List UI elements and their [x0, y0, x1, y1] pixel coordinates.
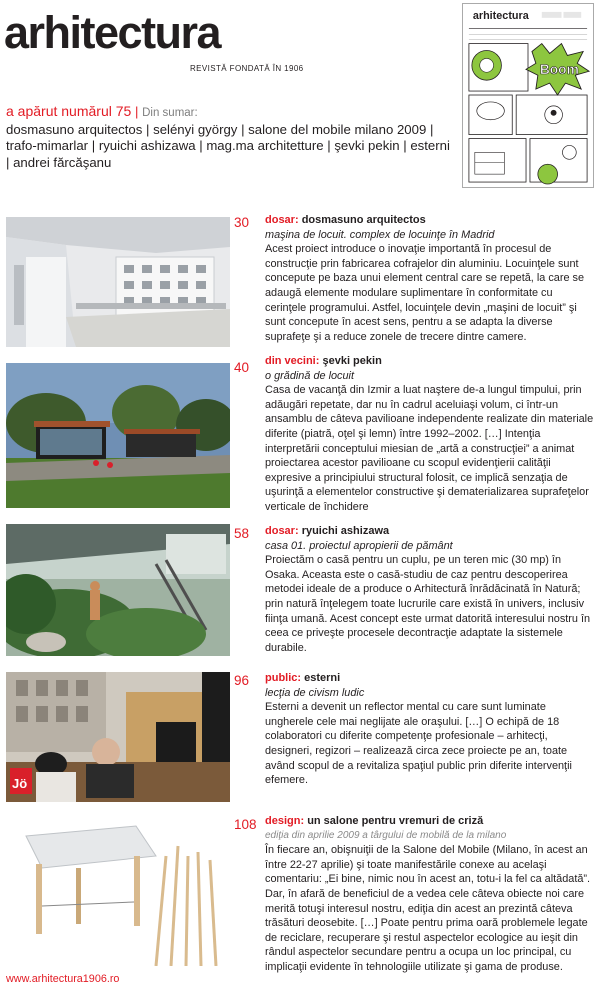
- article-body: În fiecare an, obişnuiţii de la Salone del Mobile (Milano, în acest an între 22-27 aprilie) şi toate manifestările conexe au acelaşi comentariu: „Ei bine, nimic nou în acest an, totu-i la fel ca altădată”. Dar, în afară de beneficiul de a vedea cele câteva obiecte noi care merită totuşi interesul nostru, ediţia din acest an prezintă câteva trăsături deosebite. […] Poate pentru prima oară problemele legate de reciclare, recuperare şi restul aspectelor ecologice au ieşit din rândul aspectelor secundare pentru a ocupa un loc principal, cu implicaţii evidente în tehnologiile utilizate şi gama de produse.: [265, 844, 591, 973]
- article-photo-dosmasuno: [6, 217, 230, 347]
- article-title: şevki pekin: [322, 355, 382, 367]
- issue-number: a apărut numărul 75: [6, 103, 132, 119]
- article-title: ryuichi ashizawa: [301, 525, 390, 537]
- issue-intro: [6, 103, 456, 172]
- intro-separator: |: [134, 104, 139, 119]
- article-photo-ashizawa: [6, 524, 230, 656]
- article-section: dosar:: [265, 214, 299, 226]
- website-link[interactable]: www.arhitectura1906.ro: [6, 973, 120, 985]
- article-photo-salone: [6, 816, 230, 966]
- article-heading: [265, 814, 595, 829]
- article-photo-sevki-pekin: [6, 363, 230, 508]
- article-section: design:: [265, 815, 305, 827]
- article-title: dosmasuno arquitectos: [301, 214, 426, 226]
- article-body: Acest proiect introduce o inovaţie importantă în procesul de construcţie prin fabricarea cofrajelor din aluminiu. Locuinţele sunt concepute pe baza unui element central care se repetă, la care se adaugă elemente modulare suplimentare în conformitate cu cerinţele programului. Astfel, locuinţele devin „maşini de locuit” şi sunt concepute în acest sens, pentru a se adapta la diverse suprafeţe şi a reduce zonele de trecere dintre camere.: [265, 243, 585, 343]
- store-sign-text: Jö: [12, 776, 28, 791]
- article-section: din vecini:: [265, 355, 320, 367]
- page-number-96: 96: [234, 673, 250, 688]
- article-subtitle: lecţia de civism ludic: [265, 686, 365, 699]
- article-heading: [265, 524, 595, 539]
- article-esterni: [265, 671, 595, 788]
- article-subtitle: ediţia din aprilie 2009 a târgului de mobilă de la milano: [265, 829, 507, 841]
- summary-list: dosmasuno arquitectos | selényi györgy | salone del mobile milano 2009 | trafo-mimarlar | ryuichi ashizawa | mag.ma architetture | şevki pekin | esterni | andrei fărcăşanu: [6, 121, 450, 171]
- magazine-tagline: REVISTĂ FONDATĂ ÎN 1906: [190, 64, 304, 73]
- article-sevki-pekin: [265, 354, 595, 515]
- page-number-58: 58: [234, 526, 250, 541]
- article-body: Esterni a devenit un reflector mental cu care sunt luminate ungherele cele mai neglijate ale oraşului. […] O echipă de 18 colaboratori cu diferite competenţe profesionale – arhitecţi, designeri, regizori – realizează circa zece proiecte pe an, toate având scopul de a revitaliza spaţiul public prin diferite intervenţii efemere.: [265, 701, 572, 787]
- article-ashizawa: [265, 524, 595, 655]
- article-body: Casa de vacanţă din Izmir a luat naştere de-a lungul timpului, prin adăugări repetate, dar nu în cadrul aceluiaşi volum, ci într-un ansamblu de câteva pavilioane independente realizate din materiale diferite (piatră, oţel şi lemn) între 1992–2002. […] Intenţia interpretării conceptului miesian de „artă a construcţiei” a animat proiectarea acestor pavilioane cu scopul evidenţierii calităţii expresive a principiului structural folosit, ce implică senzaţia de uşurinţă a elementelor constructive şi dematerializarea suprafeţelor verticale de închidere: [265, 384, 594, 513]
- article-photo-esterni: [6, 672, 230, 802]
- article-heading: [265, 671, 595, 686]
- article-subtitle: casa 01. proiectul apropierii de pământ: [265, 539, 453, 552]
- page-number-108: 108: [234, 817, 257, 832]
- cover-illustration: [463, 4, 593, 187]
- magazine-logo: arhitectura: [4, 7, 221, 58]
- article-body: Proiectăm o casă pentru un cuplu, pe un teren mic (30 mp) în Osaka. Aceasta este o casă-studiu de caz pentru descoperirea metodei ideale de a produce o Arhitectură înrădăcinată în Natură; prin natură înţelegem toate lucrurile care există în univers, inclusiv fiinţa umană. Acest concept este urmat datorită interesului nostru în ceea ce priveşte procesele decontracţie adaptate la sistemele durabile.: [265, 554, 591, 654]
- article-section: dosar:: [265, 525, 299, 537]
- magazine-cover: [462, 3, 594, 188]
- article-heading: [265, 213, 595, 228]
- article-section: public:: [265, 672, 302, 684]
- article-subtitle: maşina de locuit. complex de locuinţe în Madrid: [265, 228, 495, 241]
- article-title: un salone pentru vremuri de criză: [307, 815, 484, 827]
- article-title: esterni: [304, 672, 341, 684]
- article-dosmasuno: [265, 213, 595, 344]
- article-salone: [265, 814, 595, 975]
- article-subtitle: o grădină de locuit: [265, 369, 355, 382]
- cover-boom-text: Boom: [539, 61, 579, 78]
- article-heading: [265, 354, 595, 369]
- summary-label: Din sumar:: [142, 107, 198, 119]
- page-number-30: 30: [234, 215, 250, 230]
- cover-title: arhitectura: [472, 9, 529, 22]
- page-number-40: 40: [234, 360, 250, 375]
